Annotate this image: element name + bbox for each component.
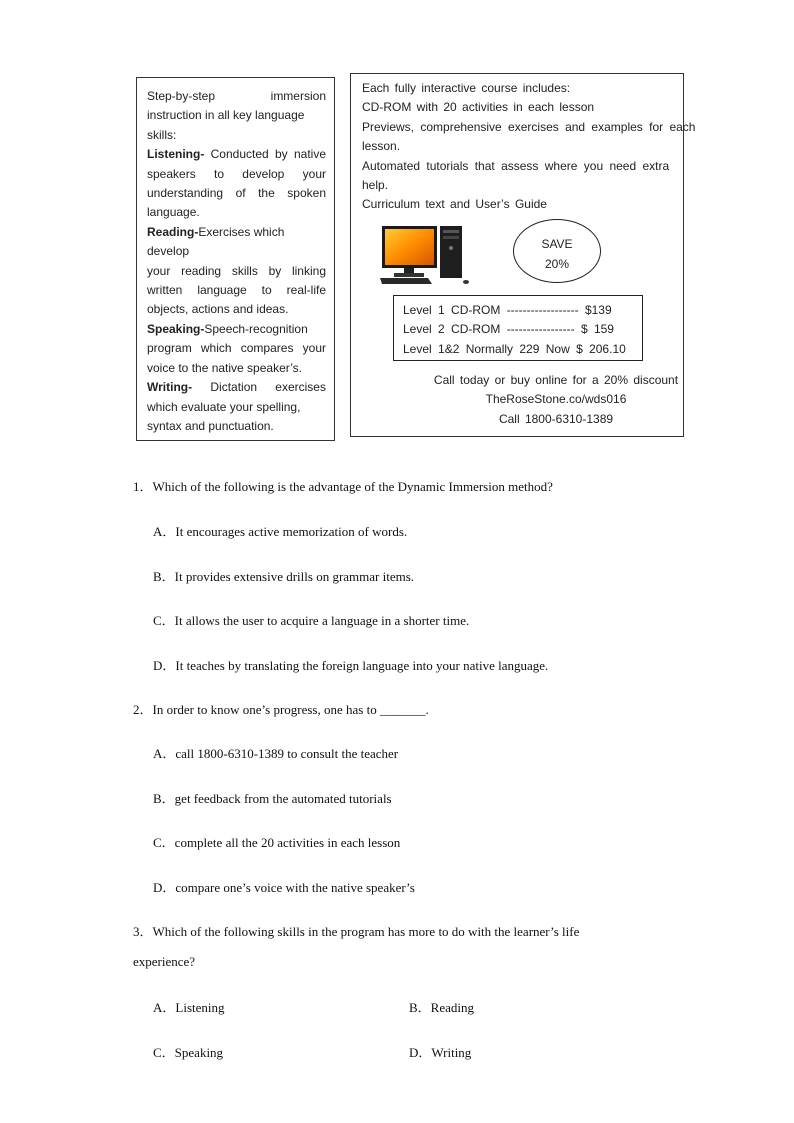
question-1-stem: 1．Which of the following is the advantage of the Dynamic Immersion method? [133,479,553,494]
listening-text: Conducted by native [210,147,326,162]
listening-line: speakers to develop your [147,166,326,181]
course-line: lesson. [362,139,401,154]
question-3-stem-continued: experience? [133,954,196,969]
q3-option-b[interactable]: B．Reading [409,1000,474,1015]
listening-line: understanding of the spoken [147,186,326,201]
reading-line: written language to real-life [147,283,326,298]
q3-option-a[interactable]: A．Listening [153,1000,225,1015]
desktop-computer-icon [380,224,470,286]
phone-line: Call 1800-6310-1389 [498,411,614,426]
intro-line: skills: [147,127,177,142]
intro-line: instruction in all key language [147,108,305,123]
reading-line: objects, actions and ideas. [147,302,289,317]
course-line: Automated tutorials that assess where you need extra [362,158,670,173]
q1-option-d[interactable]: D．It teaches by translating the foreign language into your native language. [153,658,549,673]
q2-option-a[interactable]: A．call 1800-6310-1389 to consult the teacher [153,746,399,761]
course-line: Each fully interactive course includes: [362,81,571,95]
save-text: SAVE [541,237,573,251]
price-line: Level 1&2 Normally 229 Now $ 206.10 [403,341,626,356]
course-line: CD-ROM with 20 activities in each lesson [362,100,595,115]
ad-course-box [350,73,696,437]
writing-line: which evaluate your spelling, [147,399,301,414]
reading-line: your reading skills by linking [147,263,326,278]
writing-label: Writing- [147,380,193,395]
speaking-text: Speech-recognition [204,321,308,336]
price-line: Level 2 CD-ROM ----------------- $ 159 [403,322,614,337]
intro-line: Step-by-step immersion [147,89,326,103]
q1-option-b[interactable]: B．It provides extensive drills on grammar items. [153,569,415,584]
q1-option-c[interactable]: C．It allows the user to acquire a language in a shorter time. [153,613,470,628]
reading-label: Reading- [147,224,199,239]
listening-label: Listening- [147,147,205,162]
question-3-stem: 3．Which of the following skills in the program has more to do with the learner’s life [133,924,580,939]
reading-text: Exercises which develop [147,224,285,259]
price-list [393,295,643,361]
question-2-stem: 2．In order to know one’s progress, one has to _______. [133,702,429,717]
speaking-heading [147,320,326,339]
course-line: help. [362,178,389,193]
speaking-label: Speaking- [147,321,205,336]
listening-heading [147,145,326,164]
q1-option-a[interactable]: A．It encourages active memorization of words. [153,524,408,539]
save-badge [513,219,601,283]
reading-heading [147,223,326,262]
listening-line: language. [147,205,200,220]
save-percent: 20% [544,257,570,271]
q2-option-d[interactable]: D．compare one’s voice with the native speaker’s [153,880,415,895]
writing-heading [147,378,326,397]
speaking-line: voice to the native speaker’s. [147,360,302,375]
course-line: Curriculum text and User’s Guide [362,197,547,212]
price-line: Level 1 CD-ROM ------------------ $139 [403,303,612,317]
ad-skills-box [136,77,335,441]
call-to-action [351,371,761,429]
writing-line: syntax and punctuation. [147,418,274,433]
cta-line: Call today or buy online for a 20% discount [433,373,679,387]
q3-option-c[interactable]: C．Speaking [153,1045,224,1060]
q2-option-b[interactable]: B．get feedback from the automated tutorials [153,791,392,806]
writing-text: Dictation exercises [210,380,326,395]
q3-option-d[interactable]: D．Writing [409,1045,472,1060]
website-link: TheRoseStone.co/wds016 [485,392,627,407]
course-line: Previews, comprehensive exercises and examples for each [362,119,696,134]
speaking-line: program which compares your [147,341,326,356]
q2-option-c[interactable]: C．complete all the 20 activities in each lesson [153,835,401,850]
